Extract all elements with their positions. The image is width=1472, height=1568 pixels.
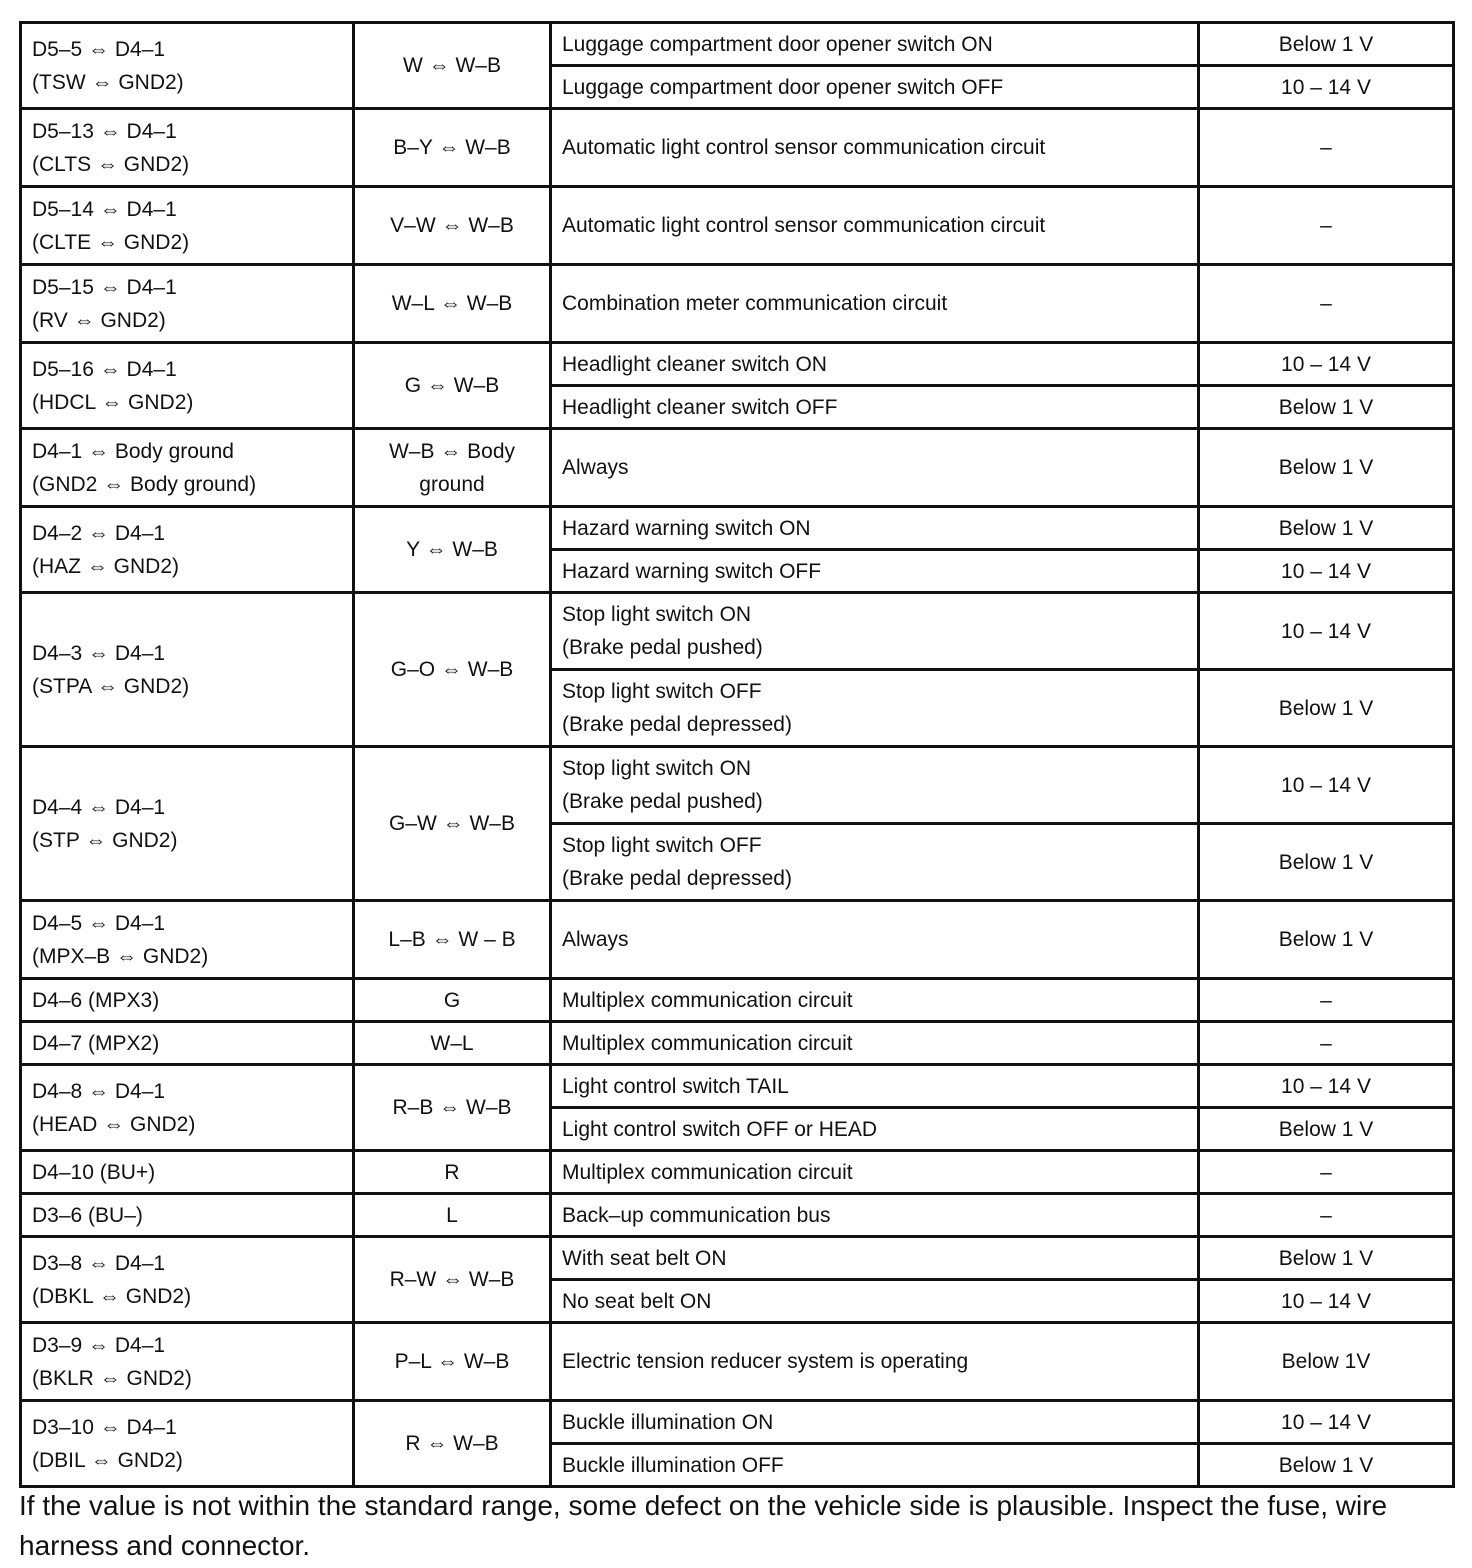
specified-condition-cell: Below 1 V	[1199, 670, 1454, 747]
condition-cell: Stop light switch ON (Brake pedal pushed)	[551, 593, 1199, 670]
table-row	[21, 1323, 1454, 1401]
terminal-cell: D5–15 ⇔ D4–1 (RV ⇔ GND2)	[21, 265, 354, 343]
wiring-color-cell: G–O ⇔ W–B	[354, 593, 551, 747]
terminal-check-table	[19, 21, 1455, 1488]
table-row	[21, 429, 1454, 507]
terminal-cell: D4–6 (MPX3)	[21, 979, 354, 1022]
specified-condition-cell: Below 1 V	[1199, 23, 1454, 66]
wiring-color-cell: W ⇔ W–B	[354, 23, 551, 109]
condition-cell: Stop light switch OFF (Brake pedal depressed)	[551, 824, 1199, 901]
footnote: If the value is not within the standard range, some defect on the vehicle side is plausible. Inspect the fuse, wire harness and connector.	[19, 1490, 1388, 1561]
wiring-color-cell: R–W ⇔ W–B	[354, 1237, 551, 1323]
terminal-cell: D4–3 ⇔ D4–1 (STPA ⇔ GND2)	[21, 593, 354, 747]
condition-cell: Light control switch TAIL	[551, 1065, 1199, 1108]
condition-cell: Combination meter communication circuit	[551, 265, 1199, 343]
terminal-cell: D3–10 ⇔ D4–1 (DBIL ⇔ GND2)	[21, 1401, 354, 1487]
specified-condition-cell: 10 – 14 V	[1199, 1280, 1454, 1323]
terminal-cell: D5–5 ⇔ D4–1 (TSW ⇔ GND2)	[21, 23, 354, 109]
table-row	[21, 901, 1454, 979]
specified-condition-cell: –	[1199, 1194, 1454, 1237]
condition-cell: Back–up communication bus	[551, 1194, 1199, 1237]
specified-condition-cell: 10 – 14 V	[1199, 1401, 1454, 1444]
wiring-color-cell: L–B ⇔ W – B	[354, 901, 551, 979]
condition-cell: With seat belt ON	[551, 1237, 1199, 1280]
table-row	[21, 343, 1454, 386]
table-row	[21, 979, 1454, 1022]
terminal-cell: D4–5 ⇔ D4–1 (MPX–B ⇔ GND2)	[21, 901, 354, 979]
table-row	[21, 747, 1454, 824]
specified-condition-cell: 10 – 14 V	[1199, 747, 1454, 824]
terminal-cell: D4–4 ⇔ D4–1 (STP ⇔ GND2)	[21, 747, 354, 901]
wiring-color-cell: R–B ⇔ W–B	[354, 1065, 551, 1151]
terminal-cell: D4–1 ⇔ Body ground (GND2 ⇔ Body ground)	[21, 429, 354, 507]
table-row	[21, 1151, 1454, 1194]
specified-condition-cell: Below 1 V	[1199, 1108, 1454, 1151]
condition-cell: Stop light switch OFF (Brake pedal depressed)	[551, 670, 1199, 747]
condition-cell: Headlight cleaner switch ON	[551, 343, 1199, 386]
wiring-color-cell: G ⇔ W–B	[354, 343, 551, 429]
terminal-cell: D5–14 ⇔ D4–1 (CLTE ⇔ GND2)	[21, 187, 354, 265]
condition-cell: Hazard warning switch ON	[551, 507, 1199, 550]
table-row	[21, 265, 1454, 343]
wiring-color-cell: G	[354, 979, 551, 1022]
wiring-color-cell: Y ⇔ W–B	[354, 507, 551, 593]
wiring-color-cell: R ⇔ W–B	[354, 1401, 551, 1487]
condition-cell: Stop light switch ON (Brake pedal pushed)	[551, 747, 1199, 824]
wiring-color-cell: P–L ⇔ W–B	[354, 1323, 551, 1401]
specified-condition-cell: –	[1199, 109, 1454, 187]
wiring-color-cell: W–B ⇔ Body ground	[354, 429, 551, 507]
condition-cell: Hazard warning switch OFF	[551, 550, 1199, 593]
wiring-color-cell: L	[354, 1194, 551, 1237]
terminal-check-table-container	[19, 21, 1452, 1488]
condition-cell: Always	[551, 901, 1199, 979]
terminal-cell: D4–7 (MPX2)	[21, 1022, 354, 1065]
table-row	[21, 109, 1454, 187]
specified-condition-cell: 10 – 14 V	[1199, 1065, 1454, 1108]
table-body	[21, 23, 1454, 1487]
terminal-cell: D3–9 ⇔ D4–1 (BKLR ⇔ GND2)	[21, 1323, 354, 1401]
specified-condition-cell: –	[1199, 1151, 1454, 1194]
condition-cell: Electric tension reducer system is operating	[551, 1323, 1199, 1401]
wiring-color-cell: R	[354, 1151, 551, 1194]
table-row	[21, 507, 1454, 550]
table-row	[21, 187, 1454, 265]
specified-condition-cell: –	[1199, 979, 1454, 1022]
table-row	[21, 23, 1454, 66]
terminal-cell: D4–10 (BU+)	[21, 1151, 354, 1194]
condition-cell: Luggage compartment door opener switch ON	[551, 23, 1199, 66]
specified-condition-cell: –	[1199, 1022, 1454, 1065]
condition-cell: Multiplex communication circuit	[551, 1022, 1199, 1065]
terminal-cell: D4–8 ⇔ D4–1 (HEAD ⇔ GND2)	[21, 1065, 354, 1151]
specified-condition-cell: Below 1 V	[1199, 1444, 1454, 1487]
condition-cell: Buckle illumination OFF	[551, 1444, 1199, 1487]
specified-condition-cell: Below 1 V	[1199, 507, 1454, 550]
table-row	[21, 1065, 1454, 1108]
condition-cell: Always	[551, 429, 1199, 507]
condition-cell: Light control switch OFF or HEAD	[551, 1108, 1199, 1151]
specified-condition-cell: Below 1 V	[1199, 429, 1454, 507]
terminal-cell: D5–16 ⇔ D4–1 (HDCL ⇔ GND2)	[21, 343, 354, 429]
specified-condition-cell: 10 – 14 V	[1199, 593, 1454, 670]
table-row	[21, 1194, 1454, 1237]
specified-condition-cell: Below 1 V	[1199, 901, 1454, 979]
specified-condition-cell: Below 1 V	[1199, 824, 1454, 901]
condition-cell: Buckle illumination ON	[551, 1401, 1199, 1444]
specified-condition-cell: Below 1V	[1199, 1323, 1454, 1401]
terminal-cell: D3–8 ⇔ D4–1 (DBKL ⇔ GND2)	[21, 1237, 354, 1323]
condition-cell: Automatic light control sensor communication circuit	[551, 187, 1199, 265]
specified-condition-cell: Below 1 V	[1199, 386, 1454, 429]
specified-condition-cell: 10 – 14 V	[1199, 343, 1454, 386]
condition-cell: Luggage compartment door opener switch OFF	[551, 66, 1199, 109]
specified-condition-cell: –	[1199, 187, 1454, 265]
wiring-color-cell: V–W ⇔ W–B	[354, 187, 551, 265]
terminal-cell: D5–13 ⇔ D4–1 (CLTS ⇔ GND2)	[21, 109, 354, 187]
terminal-cell: D4–2 ⇔ D4–1 (HAZ ⇔ GND2)	[21, 507, 354, 593]
condition-cell: Headlight cleaner switch OFF	[551, 386, 1199, 429]
specified-condition-cell: Below 1 V	[1199, 1237, 1454, 1280]
specified-condition-cell: 10 – 14 V	[1199, 66, 1454, 109]
condition-cell: No seat belt ON	[551, 1280, 1199, 1323]
condition-cell: Automatic light control sensor communication circuit	[551, 109, 1199, 187]
specified-condition-cell: 10 – 14 V	[1199, 550, 1454, 593]
wiring-color-cell: G–W ⇔ W–B	[354, 747, 551, 901]
table-row	[21, 593, 1454, 670]
condition-cell: Multiplex communication circuit	[551, 979, 1199, 1022]
terminal-cell: D3–6 (BU–)	[21, 1194, 354, 1237]
table-row	[21, 1401, 1454, 1444]
wiring-color-cell: W–L ⇔ W–B	[354, 265, 551, 343]
condition-cell: Multiplex communication circuit	[551, 1151, 1199, 1194]
table-row	[21, 1237, 1454, 1280]
table-row	[21, 1022, 1454, 1065]
wiring-color-cell: B–Y ⇔ W–B	[354, 109, 551, 187]
specified-condition-cell: –	[1199, 265, 1454, 343]
wiring-color-cell: W–L	[354, 1022, 551, 1065]
